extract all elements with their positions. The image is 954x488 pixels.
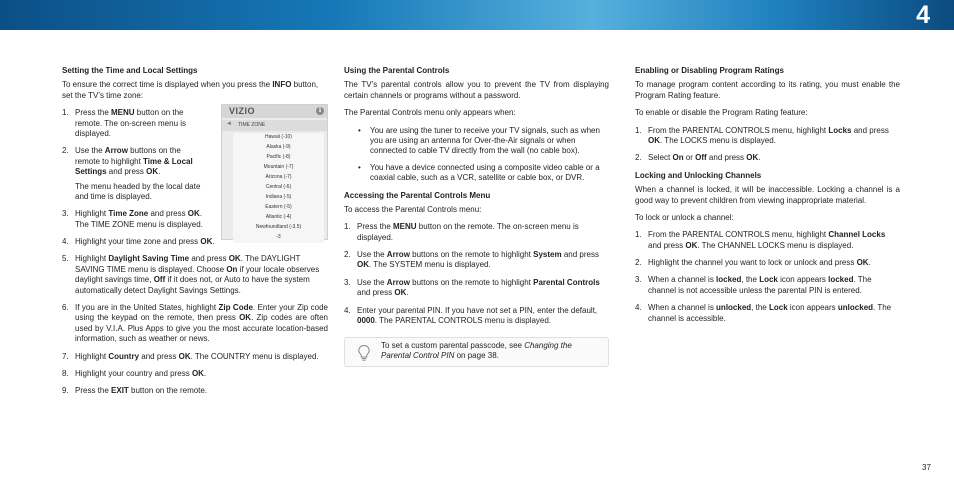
time-zone-option[interactable]: Atlantic (-4) bbox=[233, 213, 324, 223]
tv-menu-header bbox=[222, 105, 327, 118]
list-item: • You have a device connected using a composite video cable or a coaxial cable, such as a VCR, satellite or cable box, or DVR. bbox=[358, 162, 600, 183]
time-zone-option[interactable]: Pacific (-8) bbox=[233, 153, 324, 163]
column-ratings-locks bbox=[635, 66, 900, 331]
time-zone-option[interactable]: Indiana (-5) bbox=[233, 193, 324, 203]
ratings-steps-list bbox=[635, 126, 900, 164]
section-heading: Using the Parental Controls bbox=[344, 66, 450, 75]
time-zone-option[interactable]: Hawaii (-10) bbox=[233, 133, 324, 143]
time-zone-option[interactable]: Eastern (-5) bbox=[233, 203, 324, 213]
access-intro: To access the Parental Controls menu: bbox=[344, 204, 482, 214]
column-parental-controls bbox=[344, 66, 609, 333]
list-item: 4. Enter your parental PIN. If you have not set a PIN, enter the default, 0000. The PARENTAL CONTROLS menu is displayed. bbox=[344, 305, 598, 326]
time-zone-list bbox=[222, 133, 327, 243]
page-number: 37 bbox=[922, 463, 931, 472]
conditions-list bbox=[358, 126, 609, 184]
lock-steps-list bbox=[635, 230, 900, 324]
intro-paragraph: The TV’s parental controls allow you to prevent the TV from displaying certain channels or programs without a password. bbox=[344, 80, 609, 100]
back-arrow-icon: ◄ bbox=[226, 121, 232, 127]
note-box bbox=[344, 337, 609, 367]
list-item: 3. Use the Arrow buttons on the remote to highlight Parental Controls and press OK. bbox=[344, 277, 600, 298]
list-item: 4. Highlight your time zone and press OK. bbox=[62, 237, 215, 247]
bullet-icon: • bbox=[358, 162, 361, 172]
section-heading: Locking and Unlocking Channels bbox=[635, 170, 762, 180]
lock-intro-2: To lock or unlock a channel: bbox=[635, 212, 734, 222]
list-item: 6. If you are in the United States, highlight Zip Code. Enter your Zip code using the keypad on the remote, then press OK. Zip codes are often used by V.I.A. Plus Apps to give you the most accurate location-based information, such as weather or news. bbox=[62, 303, 328, 344]
access-steps-list bbox=[344, 222, 609, 326]
section-heading: Enabling or Disabling Program Ratings bbox=[635, 66, 784, 75]
time-zone-option[interactable]: Mountain (-7) bbox=[233, 163, 324, 173]
list-item: 7. Highlight Country and press OK. The COUNTRY menu is displayed. bbox=[62, 351, 319, 361]
tv-menu-title: TIME ZONE bbox=[238, 122, 266, 128]
intro-paragraph-2: To enable or disable the Program Rating feature: bbox=[635, 108, 808, 118]
lightbulb-icon bbox=[357, 344, 371, 362]
list-item: 2. Highlight the channel you want to lock or unlock and press OK. bbox=[635, 258, 871, 268]
time-zone-option[interactable]: Alaska (-9) bbox=[233, 143, 324, 153]
section-heading: Accessing the Parental Controls Menu bbox=[344, 190, 491, 200]
bullet-icon: • bbox=[358, 125, 361, 135]
list-item: 1. From the PARENTAL CONTROLS menu, highlight Channel Locks and press OK. The CHANNEL LOCKS menu is displayed. bbox=[635, 230, 886, 250]
list-item: 1. Press the MENU button on the remote. The on-screen menu is displayed. bbox=[344, 222, 579, 242]
list-item: 3. Highlight Time Zone and press OK. The TIME ZONE menu is displayed. bbox=[62, 209, 203, 229]
tv-menu-title-row bbox=[222, 120, 327, 131]
list-item: 9. Press the EXIT button on the remote. bbox=[62, 386, 208, 396]
vizio-logo: VIZIO bbox=[229, 106, 256, 116]
chapter-number: 4 bbox=[916, 1, 930, 29]
time-zone-option[interactable]: -3 bbox=[233, 233, 324, 243]
list-item: 3. When a channel is locked, the Lock icon appears locked. The channel is not accessible unless the parental PIN is entered. bbox=[635, 275, 872, 295]
list-item: 1. From the PARENTAL CONTROLS menu, highlight Locks and press OK. The LOCKS menu is displayed. bbox=[635, 125, 889, 145]
list-item: 2. Use the Arrow buttons on the remote to highlight System and press OK. The SYSTEM menu is displayed. bbox=[344, 250, 599, 270]
time-zone-option[interactable]: Arizona (-7) bbox=[233, 173, 324, 183]
list-item: 4. When a channel is unlocked, the Lock icon appears unlocked. The channel is accessible. bbox=[635, 303, 892, 323]
note-text: To set a custom parental passcode, see Changing the Parental Control PIN on page 38. bbox=[381, 341, 572, 361]
lock-intro: When a channel is locked, it will be inaccessible. Locking a channel is a good way to prevent children from viewing inappropriate material. bbox=[635, 185, 900, 205]
step-note: The menu headed by the local date and time is displayed. bbox=[75, 181, 201, 201]
time-zone-option[interactable]: Newfoundland (-3.5) bbox=[233, 223, 324, 233]
link-changing-pin[interactable]: Changing the Parental Control PIN bbox=[381, 341, 572, 361]
list-item: • You are using the tuner to receive your TV signals, such as when you are using an antenna for Over-the-Air signals or when connected to cable TV directly from the wall (no cable box). bbox=[358, 125, 600, 156]
list-item: 5. Highlight Daylight Saving Time and press OK. The DAYLIGHT SAVING TIME menu is displayed. Choose On if your locale observes daylight savings time, Off if it does not, or Auto to have the system automatically detect Daylight Savings Settings. bbox=[62, 254, 320, 295]
section-heading: Setting the Time and Local Settings bbox=[62, 66, 198, 75]
intro-paragraph: To manage program content according to its rating, you must enable the Program Rating feature. bbox=[635, 80, 900, 100]
time-zone-menu-screenshot bbox=[221, 104, 328, 240]
list-item: 2. Use the Arrow buttons on the remote to highlight Time & Local Settings and press OK. The menu headed by the local date and time is displayed. bbox=[62, 146, 205, 202]
intro-paragraph: To ensure the correct time is displayed when you press the INFO button, set the TV’s time zone: bbox=[62, 80, 319, 100]
list-item: 8. Highlight your country and press OK. bbox=[62, 368, 207, 378]
info-icon: i bbox=[316, 107, 324, 115]
appears-paragraph: The Parental Controls menu only appears when: bbox=[344, 108, 516, 118]
list-item: 2. Select On or Off and press OK. bbox=[635, 153, 761, 163]
list-item: 1. Press the MENU button on the remote. The on-screen menu is displayed. bbox=[62, 108, 187, 138]
time-zone-option[interactable]: Central (-6) bbox=[233, 183, 324, 193]
chapter-banner bbox=[0, 0, 954, 30]
